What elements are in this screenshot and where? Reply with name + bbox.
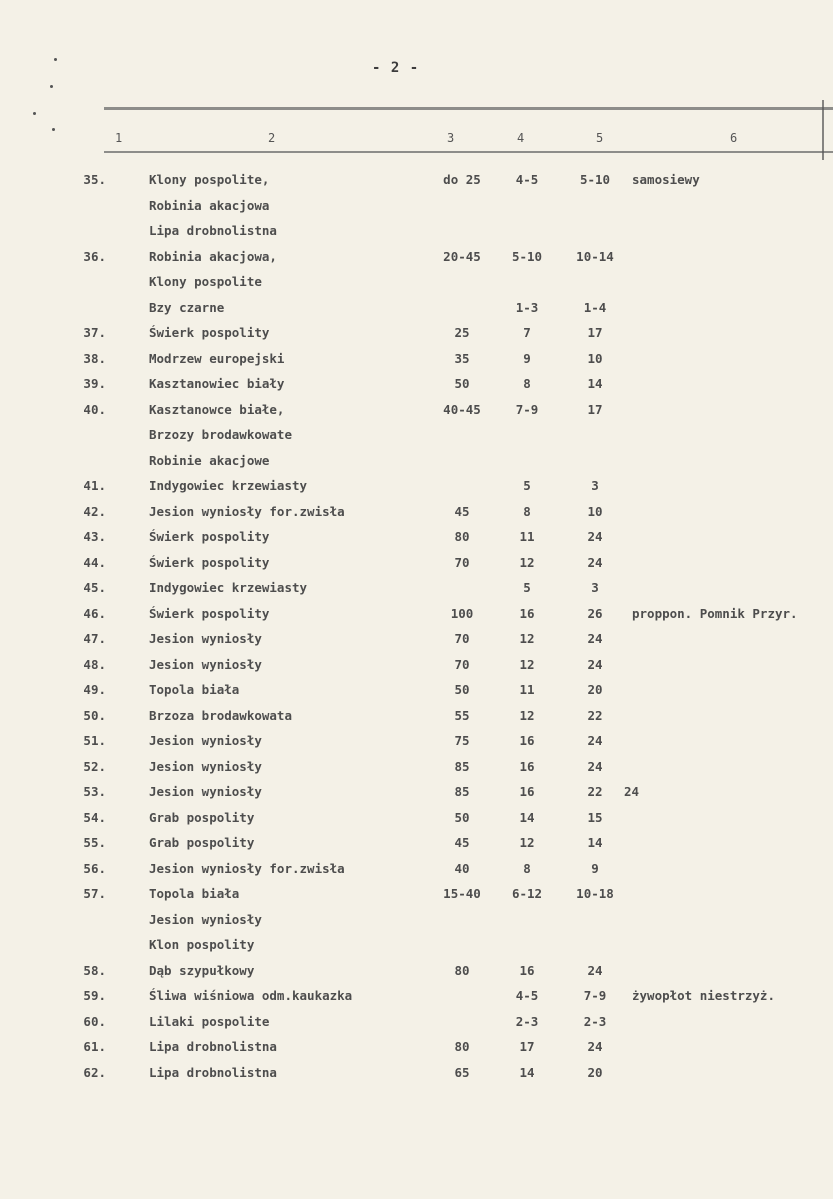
species-name: Śliwa wiśniowa odm.kaukazka bbox=[149, 988, 353, 1003]
age-value: 85 bbox=[454, 784, 470, 799]
table-row bbox=[0, 1065, 833, 1089]
girth-value: 10 bbox=[587, 350, 603, 366]
height-value: 4-5 bbox=[515, 988, 539, 1003]
height-value: 5 bbox=[523, 478, 531, 493]
girth-value: 17 bbox=[587, 325, 603, 340]
table-row bbox=[0, 402, 833, 426]
row-number: 40. bbox=[83, 401, 106, 417]
age-value: 70 bbox=[454, 631, 470, 646]
row-number: 42. bbox=[83, 503, 106, 519]
height-value: 16 bbox=[519, 605, 535, 621]
girth-value: 14 bbox=[587, 376, 603, 391]
table-row bbox=[0, 529, 833, 553]
girth-value: 20 bbox=[587, 682, 603, 697]
age-value: 50 bbox=[454, 809, 470, 825]
girth-value: 17 bbox=[587, 401, 603, 417]
species-name: Bzy czarne bbox=[149, 299, 225, 315]
table-row bbox=[0, 708, 833, 732]
table-row bbox=[0, 555, 833, 579]
species-name: Jesion wyniosły bbox=[149, 911, 262, 927]
girth-value: 10 bbox=[587, 503, 603, 519]
species-name: Klony pospolite, bbox=[149, 172, 270, 187]
species-name: Jesion wyniosły bbox=[149, 631, 262, 646]
row-number: 46. bbox=[83, 605, 106, 621]
table-row bbox=[0, 478, 833, 502]
table-row bbox=[0, 835, 833, 859]
height-value: 6-12 bbox=[511, 886, 543, 901]
girth-value: 26 bbox=[587, 605, 603, 621]
height-value: 7 bbox=[523, 325, 531, 340]
species-name: Grab pospolity bbox=[149, 835, 255, 850]
height-value: 1-3 bbox=[515, 299, 539, 315]
girth-value: 24 bbox=[587, 962, 603, 978]
height-value: 8 bbox=[523, 376, 531, 391]
table-row bbox=[0, 912, 833, 936]
row-number: 55. bbox=[83, 835, 106, 850]
girth-value: 14 bbox=[587, 835, 603, 850]
table-row bbox=[0, 172, 833, 196]
row-number: 41. bbox=[83, 478, 106, 493]
species-name: Lipa drobnolistna bbox=[149, 223, 277, 238]
table-row bbox=[0, 682, 833, 706]
age-value: 80 bbox=[454, 529, 470, 544]
species-name: Lilaki pospolite bbox=[149, 1013, 270, 1029]
girth-value: 24 bbox=[587, 554, 603, 570]
column-header-5: 5 bbox=[596, 131, 604, 145]
girth-value: 24 bbox=[587, 529, 603, 544]
species-name: Świerk pospolity bbox=[149, 605, 270, 621]
table-row bbox=[0, 504, 833, 528]
table-top-rule bbox=[104, 107, 833, 110]
row-number: 59. bbox=[83, 988, 106, 1003]
girth-value: 24 bbox=[587, 656, 603, 672]
column-header-6: 6 bbox=[730, 131, 738, 145]
table-row bbox=[0, 376, 833, 400]
table-row bbox=[0, 325, 833, 349]
height-value: 14 bbox=[519, 1064, 535, 1080]
column-header-4: 4 bbox=[517, 131, 525, 145]
table-row bbox=[0, 733, 833, 757]
table-row bbox=[0, 861, 833, 885]
height-value: 5-10 bbox=[511, 248, 543, 264]
age-value: do 25 bbox=[443, 172, 481, 187]
row-number: 39. bbox=[83, 376, 106, 391]
row-number: 49. bbox=[83, 682, 106, 697]
row-number: 35. bbox=[83, 172, 106, 187]
girth-value: 24 bbox=[587, 758, 603, 774]
margin-mark bbox=[33, 112, 36, 115]
species-name: Robinie akacjowe bbox=[149, 452, 270, 468]
height-value: 14 bbox=[519, 809, 535, 825]
row-number: 60. bbox=[83, 1013, 106, 1029]
table-row bbox=[0, 198, 833, 222]
height-value: 16 bbox=[519, 733, 535, 748]
girth-value: 7-9 bbox=[583, 988, 607, 1003]
row-number: 62. bbox=[83, 1064, 106, 1080]
age-value: 55 bbox=[454, 707, 470, 723]
species-name: Jesion wyniosły for.zwisła bbox=[149, 860, 345, 876]
species-name: Indygowiec krzewiasty bbox=[149, 478, 308, 493]
row-number: 50. bbox=[83, 707, 106, 723]
age-value: 70 bbox=[454, 554, 470, 570]
age-value: 15-40 bbox=[443, 886, 481, 901]
table-row bbox=[0, 300, 833, 324]
species-name: Topola biała bbox=[149, 886, 240, 901]
height-value: 11 bbox=[519, 529, 535, 544]
column-header-3: 3 bbox=[447, 131, 455, 145]
species-name: Dąb szypułkowy bbox=[149, 962, 255, 978]
girth-value: 24 bbox=[587, 1039, 603, 1054]
species-name: Świerk pospolity bbox=[149, 325, 270, 340]
height-value: 12 bbox=[519, 554, 535, 570]
age-value: 50 bbox=[454, 376, 470, 391]
species-name: Jesion wyniosły for.zwisła bbox=[149, 503, 345, 519]
table-row bbox=[0, 886, 833, 910]
height-value: 5 bbox=[523, 580, 531, 595]
row-number: 37. bbox=[83, 325, 106, 340]
species-name: Robinia akacjowa, bbox=[149, 248, 277, 264]
species-name: Jesion wyniosły bbox=[149, 656, 262, 672]
species-name: Klony pospolite bbox=[149, 274, 262, 289]
margin-mark bbox=[50, 85, 53, 88]
table-row bbox=[0, 223, 833, 247]
table-row bbox=[0, 453, 833, 477]
row-number: 38. bbox=[83, 350, 106, 366]
row-number: 51. bbox=[83, 733, 106, 748]
age-value: 70 bbox=[454, 656, 470, 672]
species-name: Jesion wyniosły bbox=[149, 733, 262, 748]
height-value: 12 bbox=[519, 656, 535, 672]
table-row bbox=[0, 657, 833, 681]
table-row bbox=[0, 937, 833, 961]
species-name: Lipa drobnolistna bbox=[149, 1064, 277, 1080]
table-row bbox=[0, 810, 833, 834]
height-value: 9 bbox=[523, 350, 531, 366]
girth-value: 9 bbox=[591, 860, 599, 876]
column-header-2: 2 bbox=[268, 131, 276, 145]
girth-value: 5-10 bbox=[579, 172, 611, 187]
height-value: 7-9 bbox=[515, 401, 539, 417]
row-number: 61. bbox=[83, 1039, 106, 1054]
girth-value: 20 bbox=[587, 1064, 603, 1080]
age-value: 25 bbox=[454, 325, 470, 340]
table-row bbox=[0, 580, 833, 604]
remarks: samosiewy bbox=[632, 172, 700, 187]
age-value: 40-45 bbox=[443, 401, 481, 417]
table-row bbox=[0, 784, 833, 808]
row-number: 45. bbox=[83, 580, 106, 595]
row-number: 53. bbox=[83, 784, 106, 799]
table-header-rule bbox=[104, 151, 833, 153]
height-value: 8 bbox=[523, 503, 531, 519]
girth-value: 2-3 bbox=[583, 1013, 607, 1029]
age-value: 50 bbox=[454, 682, 470, 697]
girth-value: 1-4 bbox=[583, 299, 607, 315]
table-row bbox=[0, 606, 833, 630]
age-value: 45 bbox=[454, 835, 470, 850]
age-value: 75 bbox=[454, 733, 470, 748]
table-row bbox=[0, 1039, 833, 1063]
species-name: Świerk pospolity bbox=[149, 554, 270, 570]
table-row bbox=[0, 274, 833, 298]
remarks: żywopłot niestrzyż. bbox=[632, 988, 775, 1003]
girth-value: 10-14 bbox=[576, 248, 614, 264]
age-value: 80 bbox=[454, 962, 470, 978]
species-name: Indygowiec krzewiasty bbox=[149, 580, 308, 595]
row-number: 57. bbox=[83, 886, 106, 901]
species-name: Lipa drobnolistna bbox=[149, 1039, 277, 1054]
species-name: Robinia akacjowa bbox=[149, 197, 270, 213]
species-name: Brzozy brodawkowate bbox=[149, 427, 292, 442]
row-number: 52. bbox=[83, 758, 106, 774]
row-number: 56. bbox=[83, 860, 106, 876]
margin-mark bbox=[54, 58, 57, 61]
species-name: Brzoza brodawkowata bbox=[149, 707, 292, 723]
height-value: 4-5 bbox=[515, 172, 539, 187]
table-row bbox=[0, 988, 833, 1012]
species-name: Jesion wyniosły bbox=[149, 784, 262, 799]
girth-value: 15 bbox=[587, 809, 603, 825]
species-name: Klon pospolity bbox=[149, 937, 255, 952]
row-number: 43. bbox=[83, 529, 106, 544]
age-value: 100 bbox=[450, 605, 474, 621]
height-value: 16 bbox=[519, 962, 535, 978]
girth-value: 3 bbox=[591, 580, 599, 595]
extra-value: 24 bbox=[624, 784, 640, 799]
girth-value: 10-18 bbox=[576, 886, 614, 901]
page-number: - 2 - bbox=[372, 60, 420, 76]
species-name: Jesion wyniosły bbox=[149, 758, 262, 774]
column-header-1: 1 bbox=[115, 131, 123, 145]
remarks: proppon. Pomnik Przyr. bbox=[632, 605, 798, 621]
species-name: Modrzew europejski bbox=[149, 350, 285, 366]
height-value: 8 bbox=[523, 860, 531, 876]
species-name: Grab pospolity bbox=[149, 809, 255, 825]
height-value: 11 bbox=[519, 682, 535, 697]
row-number: 36. bbox=[83, 248, 106, 264]
species-name: Topola biała bbox=[149, 682, 240, 697]
age-value: 40 bbox=[454, 860, 470, 876]
girth-value: 24 bbox=[587, 733, 603, 748]
girth-value: 22 bbox=[587, 707, 603, 723]
table-row bbox=[0, 351, 833, 375]
species-name: Kasztanowiec biały bbox=[149, 376, 285, 391]
height-value: 12 bbox=[519, 835, 535, 850]
table-edge-line bbox=[822, 100, 824, 160]
row-number: 58. bbox=[83, 962, 106, 978]
table-row bbox=[0, 249, 833, 273]
girth-value: 24 bbox=[587, 631, 603, 646]
table-row bbox=[0, 963, 833, 987]
height-value: 16 bbox=[519, 784, 535, 799]
age-value: 35 bbox=[454, 350, 470, 366]
age-value: 65 bbox=[454, 1064, 470, 1080]
age-value: 80 bbox=[454, 1039, 470, 1054]
row-number: 47. bbox=[83, 631, 106, 646]
table-row bbox=[0, 759, 833, 783]
age-value: 85 bbox=[454, 758, 470, 774]
girth-value: 22 bbox=[587, 784, 603, 799]
height-value: 17 bbox=[519, 1039, 535, 1054]
height-value: 12 bbox=[519, 707, 535, 723]
height-value: 2-3 bbox=[515, 1013, 539, 1029]
margin-mark bbox=[52, 128, 55, 131]
table-row bbox=[0, 427, 833, 451]
table-row bbox=[0, 631, 833, 655]
table-row bbox=[0, 1014, 833, 1038]
row-number: 44. bbox=[83, 554, 106, 570]
girth-value: 3 bbox=[591, 478, 599, 493]
row-number: 54. bbox=[83, 809, 106, 825]
age-value: 45 bbox=[454, 503, 470, 519]
species-name: Świerk pospolity bbox=[149, 529, 270, 544]
height-value: 12 bbox=[519, 631, 535, 646]
row-number: 48. bbox=[83, 656, 106, 672]
height-value: 16 bbox=[519, 758, 535, 774]
species-name: Kasztanowce białe, bbox=[149, 401, 285, 417]
age-value: 20-45 bbox=[443, 248, 481, 264]
